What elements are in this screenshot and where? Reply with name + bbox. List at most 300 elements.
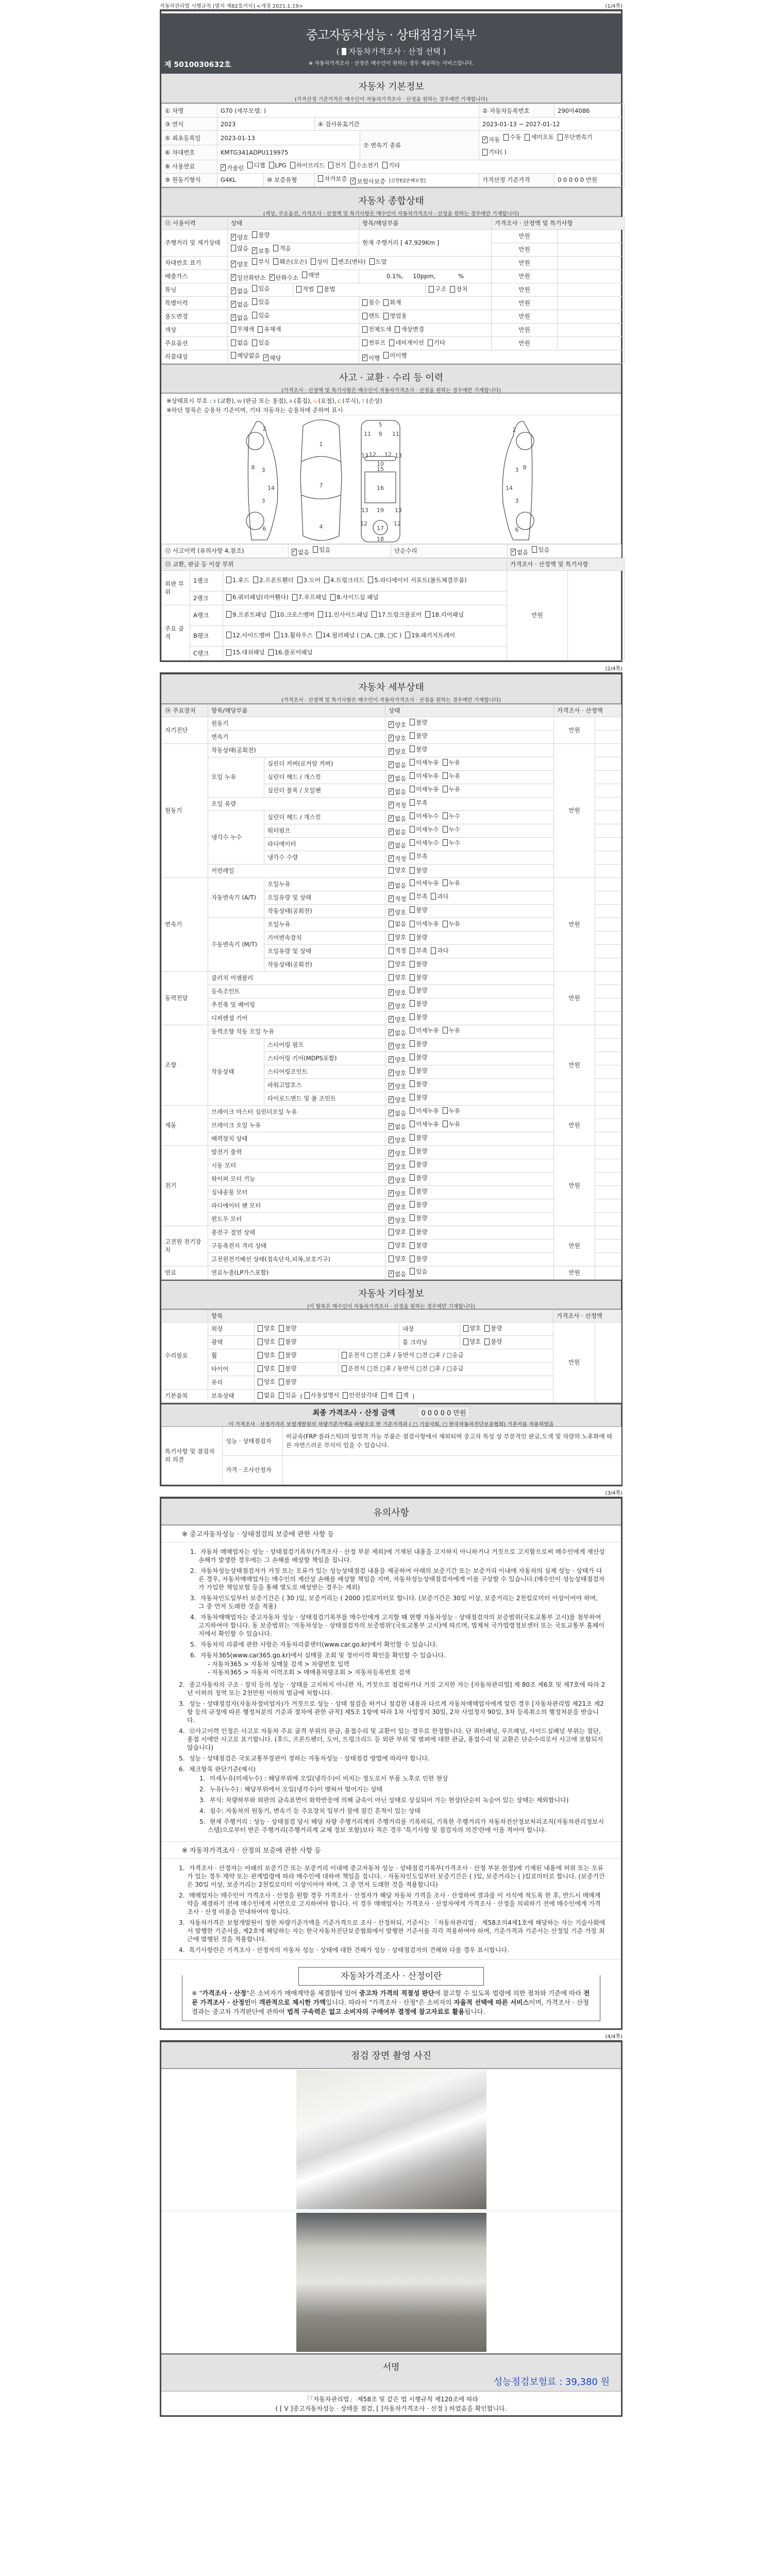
checkbox-empty-icon[interactable] bbox=[383, 313, 389, 319]
checkbox-empty-icon[interactable] bbox=[318, 611, 323, 618]
checkbox-option[interactable] bbox=[305, 1391, 340, 1399]
checkbox-empty-icon[interactable] bbox=[273, 245, 278, 251]
checkbox-empty-icon[interactable] bbox=[443, 759, 448, 766]
checkbox-option[interactable] bbox=[231, 338, 248, 347]
checkbox-checked-icon[interactable]: ✓ bbox=[389, 1043, 394, 1048]
checkbox-empty-icon[interactable] bbox=[247, 162, 253, 168]
checkbox-empty-icon[interactable] bbox=[389, 974, 394, 981]
checkbox-empty-icon[interactable] bbox=[410, 1268, 415, 1275]
checkbox-option[interactable] bbox=[231, 260, 248, 268]
checkbox-checked-icon[interactable]: ✓ bbox=[389, 748, 394, 754]
checkbox-option[interactable] bbox=[425, 610, 464, 619]
checkbox-option[interactable] bbox=[226, 631, 271, 640]
checkbox-option[interactable] bbox=[389, 933, 406, 941]
checkbox-checked-icon[interactable]: ✓ bbox=[363, 354, 367, 360]
checkbox-checked-icon[interactable]: ✓ bbox=[389, 882, 394, 888]
checkbox-checked-icon[interactable]: ✓ bbox=[389, 1003, 394, 1008]
checkbox-option[interactable] bbox=[258, 1391, 275, 1399]
checkbox-empty-icon[interactable] bbox=[258, 1379, 263, 1385]
checkbox-checked-icon[interactable]: ✓ bbox=[231, 314, 236, 320]
checkbox-option[interactable] bbox=[324, 575, 365, 585]
checkbox-checked-icon[interactable]: ✓ bbox=[389, 1150, 394, 1156]
checkbox-option[interactable] bbox=[410, 866, 427, 874]
checkbox-checked-icon[interactable]: ✓ bbox=[389, 761, 394, 767]
checkbox-checked-icon[interactable]: ✓ bbox=[389, 989, 394, 995]
checkbox-empty-icon[interactable] bbox=[431, 947, 436, 954]
checkbox-empty-icon[interactable] bbox=[558, 134, 563, 141]
checkbox-checked-icon[interactable]: ✓ bbox=[389, 1056, 394, 1062]
checkbox-empty-icon[interactable] bbox=[410, 1161, 415, 1167]
checkbox-option[interactable] bbox=[463, 1337, 481, 1346]
checkbox-option[interactable] bbox=[271, 610, 315, 619]
checkbox-empty-icon[interactable] bbox=[279, 1365, 284, 1372]
checkbox-option[interactable] bbox=[410, 986, 427, 994]
checkbox-empty-icon[interactable] bbox=[532, 546, 537, 553]
checkbox-option[interactable] bbox=[410, 799, 427, 807]
checkbox-option[interactable] bbox=[410, 1160, 427, 1168]
checkbox-empty-icon[interactable] bbox=[443, 786, 448, 792]
checkbox-checked-icon[interactable]: ✓ bbox=[389, 1083, 394, 1089]
checkbox-option[interactable] bbox=[389, 960, 406, 968]
checkbox-option[interactable] bbox=[410, 1228, 427, 1236]
checkbox-option[interactable] bbox=[389, 1163, 406, 1171]
checkbox-empty-icon[interactable] bbox=[279, 1352, 284, 1359]
checkbox-option[interactable] bbox=[389, 721, 406, 729]
checkbox-option[interactable] bbox=[342, 1364, 464, 1372]
checkbox-option[interactable] bbox=[443, 812, 460, 820]
checkbox-option[interactable] bbox=[252, 298, 270, 306]
checkbox-empty-icon[interactable] bbox=[389, 921, 394, 927]
checkbox-empty-icon[interactable] bbox=[410, 1174, 415, 1181]
checkbox-empty-icon[interactable] bbox=[410, 1080, 415, 1087]
checkbox-empty-icon[interactable] bbox=[410, 1229, 415, 1235]
checkbox-option[interactable] bbox=[389, 1123, 406, 1131]
checkbox-checked-icon[interactable]: ✓ bbox=[231, 301, 236, 307]
checkbox-option[interactable] bbox=[410, 758, 439, 767]
checkbox-empty-icon[interactable] bbox=[258, 1365, 263, 1372]
checkbox-option[interactable] bbox=[253, 575, 294, 585]
checkbox-option[interactable] bbox=[332, 258, 365, 266]
checkbox-empty-icon[interactable] bbox=[410, 974, 415, 981]
checkbox-option[interactable] bbox=[389, 788, 406, 796]
checkbox-checked-icon[interactable]: ✓ bbox=[389, 775, 394, 781]
checkbox-empty-icon[interactable] bbox=[226, 632, 231, 638]
checkbox-option[interactable] bbox=[389, 1056, 406, 1064]
checkbox-empty-icon[interactable] bbox=[231, 326, 236, 333]
checkbox-option[interactable] bbox=[389, 1002, 406, 1010]
checkbox-option[interactable] bbox=[268, 648, 313, 657]
checkbox-checked-icon[interactable]: ✓ bbox=[483, 136, 488, 142]
checkbox-option[interactable] bbox=[231, 314, 248, 322]
checkbox-empty-icon[interactable] bbox=[389, 1229, 394, 1235]
checkbox-empty-icon[interactable] bbox=[443, 879, 448, 886]
checkbox-empty-icon[interactable] bbox=[410, 1134, 415, 1141]
checkbox-empty-icon[interactable] bbox=[429, 286, 434, 293]
checkbox-option[interactable] bbox=[389, 748, 406, 756]
checkbox-empty-icon[interactable] bbox=[324, 577, 329, 583]
checkbox-empty-icon[interactable] bbox=[381, 1392, 386, 1399]
checkbox-empty-icon[interactable] bbox=[410, 853, 415, 859]
checkbox-empty-icon[interactable] bbox=[332, 258, 337, 265]
checkbox-empty-icon[interactable] bbox=[268, 649, 274, 656]
checkbox-checked-icon[interactable]: ✓ bbox=[389, 909, 394, 914]
checkbox-option[interactable] bbox=[389, 1149, 406, 1158]
checkbox-option[interactable] bbox=[431, 946, 448, 955]
checkbox-option[interactable] bbox=[410, 1080, 427, 1088]
checkbox-checked-icon[interactable]: ✓ bbox=[389, 815, 394, 821]
checkbox-option[interactable] bbox=[410, 999, 427, 1008]
checkbox-empty-icon[interactable] bbox=[410, 906, 415, 913]
checkbox-empty-icon[interactable] bbox=[226, 649, 231, 656]
checkbox-option[interactable] bbox=[258, 325, 281, 333]
checkbox-empty-icon[interactable] bbox=[271, 611, 276, 618]
checkbox-checked-icon[interactable]: ✓ bbox=[231, 274, 236, 280]
checkbox-option[interactable] bbox=[382, 161, 400, 170]
checkbox-empty-icon[interactable] bbox=[389, 1242, 394, 1249]
checkbox-option[interactable] bbox=[252, 258, 270, 266]
checkbox-empty-icon[interactable] bbox=[317, 286, 323, 293]
checkbox-option[interactable] bbox=[410, 960, 427, 968]
checkbox-empty-icon[interactable] bbox=[410, 1094, 415, 1100]
checkbox-empty-icon[interactable] bbox=[389, 340, 394, 346]
checkbox-empty-icon[interactable] bbox=[269, 162, 274, 168]
checkbox-option[interactable] bbox=[318, 175, 347, 183]
checkbox-option[interactable] bbox=[273, 244, 291, 252]
checkbox-empty-icon[interactable] bbox=[410, 799, 415, 806]
checkbox-option[interactable] bbox=[525, 131, 553, 143]
checkbox-checked-icon[interactable]: ✓ bbox=[389, 1070, 394, 1075]
checkbox-option[interactable] bbox=[252, 284, 270, 293]
checkbox-empty-icon[interactable] bbox=[410, 893, 415, 900]
checkbox-option[interactable] bbox=[532, 546, 549, 554]
checkbox-option[interactable] bbox=[258, 1337, 275, 1346]
checkbox-empty-icon[interactable] bbox=[410, 839, 415, 846]
checkbox-option[interactable] bbox=[482, 146, 507, 158]
checkbox-option[interactable] bbox=[292, 548, 309, 556]
checkbox-empty-icon[interactable] bbox=[443, 839, 448, 846]
checkbox-empty-icon[interactable] bbox=[368, 577, 373, 583]
checkbox-empty-icon[interactable] bbox=[463, 1338, 468, 1345]
checkbox-option[interactable] bbox=[231, 233, 248, 242]
checkbox-option[interactable] bbox=[410, 920, 439, 928]
checkbox-empty-icon[interactable] bbox=[503, 134, 509, 141]
checkbox-checked-icon[interactable]: ✓ bbox=[389, 1029, 394, 1035]
checkbox-empty-icon[interactable] bbox=[350, 162, 355, 168]
checkbox-checked-icon[interactable]: ✓ bbox=[389, 1217, 394, 1223]
checkbox-empty-icon[interactable] bbox=[443, 1107, 448, 1114]
checkbox-option[interactable] bbox=[226, 648, 265, 657]
checkbox-option[interactable] bbox=[316, 631, 402, 640]
checkbox-option[interactable] bbox=[410, 1255, 427, 1263]
checkbox-option[interactable] bbox=[389, 866, 406, 874]
checkbox-option[interactable] bbox=[389, 1176, 406, 1184]
checkbox-option[interactable] bbox=[231, 351, 260, 360]
checkbox-checked-icon[interactable]: ✓ bbox=[389, 1016, 394, 1022]
checkbox-empty-icon[interactable] bbox=[397, 1392, 402, 1399]
checkbox-checked-icon[interactable]: ✓ bbox=[389, 1163, 394, 1169]
checkbox-empty-icon[interactable] bbox=[443, 826, 448, 833]
checkbox-empty-icon[interactable] bbox=[450, 286, 455, 293]
checkbox-option[interactable] bbox=[343, 1391, 378, 1399]
checkbox-option[interactable] bbox=[389, 761, 406, 769]
checkbox-empty-icon[interactable] bbox=[297, 577, 303, 583]
checkbox-option[interactable] bbox=[389, 1241, 406, 1249]
checkbox-option[interactable] bbox=[443, 772, 460, 780]
checkbox-option[interactable] bbox=[410, 785, 439, 793]
checkbox-option[interactable] bbox=[410, 1214, 427, 1222]
checkbox-option[interactable] bbox=[231, 274, 266, 282]
checkbox-checked-icon[interactable]: ✓ bbox=[264, 354, 268, 360]
checkbox-option[interactable] bbox=[279, 1391, 296, 1399]
checkbox-option[interactable] bbox=[362, 354, 380, 362]
checkbox-checked-icon[interactable]: ✓ bbox=[351, 178, 356, 183]
checkbox-option[interactable] bbox=[258, 1324, 275, 1332]
checkbox-option[interactable] bbox=[389, 1096, 406, 1104]
checkbox-option[interactable] bbox=[362, 312, 380, 320]
checkbox-empty-icon[interactable] bbox=[389, 947, 394, 954]
checkbox-option[interactable] bbox=[292, 592, 327, 602]
checkbox-empty-icon[interactable] bbox=[410, 1040, 415, 1047]
checkbox-option[interactable] bbox=[389, 989, 406, 997]
checkbox-option[interactable] bbox=[410, 1241, 427, 1249]
checkbox-option[interactable] bbox=[558, 131, 593, 143]
checkbox-option[interactable] bbox=[252, 311, 270, 319]
checkbox-option[interactable] bbox=[410, 1040, 427, 1048]
checkbox-empty-icon[interactable] bbox=[389, 867, 394, 874]
checkbox-option[interactable] bbox=[410, 1187, 427, 1195]
checkbox-empty-icon[interactable] bbox=[410, 961, 415, 968]
checkbox-empty-icon[interactable] bbox=[226, 577, 231, 583]
checkbox-empty-icon[interactable] bbox=[410, 772, 415, 779]
checkbox-option[interactable] bbox=[330, 592, 378, 602]
checkbox-empty-icon[interactable] bbox=[389, 1256, 394, 1262]
checkbox-option[interactable] bbox=[350, 177, 385, 185]
checkbox-option[interactable] bbox=[410, 1147, 427, 1155]
checkbox-option[interactable] bbox=[410, 1200, 427, 1209]
checkbox-option[interactable] bbox=[389, 895, 406, 903]
checkbox-checked-icon[interactable]: ✓ bbox=[389, 788, 394, 794]
checkbox-checked-icon[interactable]: ✓ bbox=[389, 1270, 394, 1276]
checkbox-option[interactable] bbox=[258, 1364, 275, 1372]
checkbox-option[interactable] bbox=[389, 1015, 406, 1024]
checkbox-empty-icon[interactable] bbox=[382, 162, 388, 168]
checkbox-option[interactable] bbox=[231, 325, 254, 333]
checkbox-option[interactable] bbox=[443, 825, 460, 834]
checkbox-option[interactable] bbox=[389, 338, 424, 347]
checkbox-empty-icon[interactable] bbox=[226, 611, 231, 618]
checkbox-empty-icon[interactable] bbox=[231, 245, 236, 251]
checkbox-option[interactable] bbox=[226, 610, 267, 619]
checkbox-option[interactable] bbox=[247, 161, 265, 170]
checkbox-option[interactable] bbox=[410, 1093, 427, 1101]
checkbox-option[interactable] bbox=[395, 325, 424, 333]
checkbox-option[interactable] bbox=[410, 1026, 439, 1035]
checkbox-option[interactable] bbox=[410, 1267, 427, 1276]
checkbox-empty-icon[interactable] bbox=[253, 577, 258, 583]
checkbox-option[interactable] bbox=[443, 1107, 460, 1115]
checkbox-empty-icon[interactable] bbox=[443, 1121, 448, 1127]
checkbox-empty-icon[interactable] bbox=[410, 826, 415, 833]
checkbox-empty-icon[interactable] bbox=[410, 934, 415, 941]
checkbox-option[interactable] bbox=[410, 1174, 427, 1182]
checkbox-checked-icon[interactable]: ✓ bbox=[389, 721, 394, 727]
checkbox-option[interactable] bbox=[410, 906, 427, 914]
checkbox-empty-icon[interactable] bbox=[410, 1013, 415, 1020]
checkbox-option[interactable] bbox=[389, 1042, 406, 1050]
checkbox-empty-icon[interactable] bbox=[311, 258, 316, 265]
checkbox-option[interactable] bbox=[383, 351, 407, 360]
checkbox-option[interactable] bbox=[389, 1029, 406, 1037]
checkbox-option[interactable] bbox=[410, 1133, 427, 1142]
checkbox-empty-icon[interactable] bbox=[410, 1214, 415, 1221]
checkbox-option[interactable] bbox=[389, 920, 406, 928]
checkbox-empty-icon[interactable] bbox=[443, 921, 448, 927]
checkbox-option[interactable] bbox=[369, 258, 387, 266]
checkbox-option[interactable] bbox=[410, 732, 427, 740]
checkbox-option[interactable] bbox=[279, 1324, 296, 1332]
checkbox-option[interactable] bbox=[311, 258, 328, 266]
checkbox-empty-icon[interactable] bbox=[330, 594, 335, 601]
checkbox-option[interactable] bbox=[389, 1069, 406, 1077]
checkbox-option[interactable] bbox=[296, 285, 314, 293]
checkbox-option[interactable] bbox=[443, 785, 460, 793]
checkbox-option[interactable] bbox=[362, 325, 391, 333]
checkbox-empty-icon[interactable] bbox=[484, 1325, 490, 1332]
checkbox-option[interactable] bbox=[410, 973, 427, 981]
checkbox-option[interactable] bbox=[313, 546, 330, 554]
checkbox-empty-icon[interactable] bbox=[410, 921, 415, 927]
checkbox-option[interactable] bbox=[342, 1351, 464, 1359]
checkbox-option[interactable] bbox=[231, 244, 248, 252]
checkbox-empty-icon[interactable] bbox=[273, 258, 278, 265]
checkbox-empty-icon[interactable] bbox=[279, 1338, 284, 1345]
checkbox-option[interactable] bbox=[389, 1228, 406, 1236]
checkbox-empty-icon[interactable] bbox=[362, 313, 367, 319]
checkbox-checked-icon[interactable]: ✓ bbox=[389, 802, 394, 807]
checkbox-option[interactable] bbox=[231, 300, 248, 309]
checkbox-checked-icon[interactable]: ✓ bbox=[389, 895, 394, 901]
checkbox-checked-icon[interactable]: ✓ bbox=[231, 234, 236, 240]
checkbox-checked-icon[interactable]: ✓ bbox=[292, 549, 297, 554]
checkbox-option[interactable] bbox=[389, 1203, 406, 1211]
checkbox-empty-icon[interactable] bbox=[342, 1352, 347, 1359]
checkbox-empty-icon[interactable] bbox=[343, 1392, 348, 1399]
checkbox-empty-icon[interactable] bbox=[313, 546, 318, 553]
checkbox-checked-icon[interactable]: ✓ bbox=[389, 735, 394, 740]
checkbox-option[interactable] bbox=[274, 631, 313, 640]
checkbox-empty-icon[interactable] bbox=[305, 1392, 310, 1399]
checkbox-checked-icon[interactable]: ✓ bbox=[270, 274, 274, 280]
checkbox-empty-icon[interactable] bbox=[231, 340, 236, 346]
checkbox-empty-icon[interactable] bbox=[296, 286, 301, 293]
checkbox-option[interactable] bbox=[410, 825, 439, 834]
checkbox-empty-icon[interactable] bbox=[372, 611, 377, 618]
checkbox-option[interactable] bbox=[410, 879, 439, 887]
checkbox-option[interactable] bbox=[389, 1190, 406, 1198]
checkbox-option[interactable] bbox=[463, 1324, 481, 1332]
checkbox-option[interactable] bbox=[429, 285, 446, 293]
checkbox-empty-icon[interactable] bbox=[279, 1379, 284, 1385]
checkbox-empty-icon[interactable] bbox=[362, 299, 367, 306]
checkbox-empty-icon[interactable] bbox=[410, 1256, 415, 1262]
checkbox-option[interactable] bbox=[362, 298, 380, 307]
checkbox-option[interactable] bbox=[372, 610, 422, 619]
checkbox-empty-icon[interactable] bbox=[252, 298, 257, 305]
checkbox-option[interactable] bbox=[389, 774, 406, 783]
checkbox-option[interactable] bbox=[389, 815, 406, 823]
checkbox-option[interactable] bbox=[389, 855, 406, 863]
checkbox-empty-icon[interactable] bbox=[525, 134, 530, 141]
checkbox-option[interactable] bbox=[263, 354, 281, 362]
checkbox-checked-icon[interactable]: ✓ bbox=[389, 1123, 394, 1129]
checkbox-option[interactable] bbox=[443, 1026, 460, 1035]
checkbox-option[interactable] bbox=[389, 734, 406, 742]
checkbox-option[interactable] bbox=[389, 1082, 406, 1091]
checkbox-option[interactable] bbox=[410, 812, 439, 820]
checkbox-empty-icon[interactable] bbox=[410, 812, 415, 819]
checkbox-empty-icon[interactable] bbox=[410, 1027, 415, 1033]
checkbox-option[interactable] bbox=[443, 879, 460, 887]
checkbox-checked-icon[interactable]: ✓ bbox=[389, 1137, 394, 1142]
checkbox-checked-icon[interactable]: ✓ bbox=[389, 842, 394, 848]
checkbox-option[interactable] bbox=[302, 271, 320, 279]
checkbox-empty-icon[interactable] bbox=[279, 1392, 284, 1399]
checkbox-empty-icon[interactable] bbox=[252, 231, 257, 238]
checkbox-option[interactable] bbox=[389, 801, 406, 809]
checkbox-option[interactable] bbox=[226, 575, 249, 585]
checkbox-option[interactable] bbox=[410, 852, 427, 860]
checkbox-option[interactable] bbox=[511, 548, 528, 556]
checkbox-empty-icon[interactable] bbox=[410, 745, 415, 752]
checkbox-empty-icon[interactable] bbox=[410, 1201, 415, 1208]
checkbox-empty-icon[interactable] bbox=[428, 340, 433, 346]
checkbox-option[interactable] bbox=[258, 1351, 275, 1359]
checkbox-option[interactable] bbox=[383, 298, 401, 307]
checkbox-option[interactable] bbox=[410, 839, 439, 847]
checkbox-option[interactable] bbox=[397, 1391, 409, 1399]
checkbox-option[interactable] bbox=[328, 161, 346, 170]
checkbox-empty-icon[interactable] bbox=[258, 1338, 263, 1345]
checkbox-option[interactable] bbox=[252, 247, 270, 255]
checkbox-empty-icon[interactable] bbox=[484, 1338, 490, 1345]
checkbox-empty-icon[interactable] bbox=[274, 632, 279, 638]
checkbox-option[interactable] bbox=[450, 285, 467, 293]
checkbox-option[interactable] bbox=[362, 338, 385, 347]
checkbox-empty-icon[interactable] bbox=[443, 1027, 448, 1033]
checkbox-empty-icon[interactable] bbox=[258, 1352, 263, 1359]
checkbox-empty-icon[interactable] bbox=[389, 934, 394, 941]
checkbox-option[interactable] bbox=[273, 258, 307, 266]
checkbox-empty-icon[interactable] bbox=[252, 312, 257, 318]
checkbox-empty-icon[interactable] bbox=[342, 1365, 347, 1372]
checkbox-option[interactable] bbox=[252, 231, 270, 239]
checkbox-option[interactable] bbox=[389, 1109, 406, 1117]
checkbox-empty-icon[interactable] bbox=[410, 867, 415, 874]
checkbox-empty-icon[interactable] bbox=[410, 732, 415, 739]
checkbox-option[interactable] bbox=[410, 1053, 427, 1061]
checkbox-empty-icon[interactable] bbox=[252, 340, 257, 346]
checkbox-empty-icon[interactable] bbox=[252, 258, 257, 265]
checkbox-option[interactable] bbox=[279, 1364, 296, 1372]
checkbox-option[interactable] bbox=[231, 287, 248, 295]
checkbox-empty-icon[interactable] bbox=[443, 812, 448, 819]
checkbox-option[interactable] bbox=[443, 920, 460, 928]
checkbox-empty-icon[interactable] bbox=[410, 1147, 415, 1154]
checkbox-option[interactable] bbox=[484, 1324, 502, 1332]
checkbox-checked-icon[interactable]: ✓ bbox=[389, 1177, 394, 1182]
checkbox-option[interactable] bbox=[389, 1216, 406, 1225]
checkbox-option[interactable] bbox=[279, 1351, 296, 1359]
